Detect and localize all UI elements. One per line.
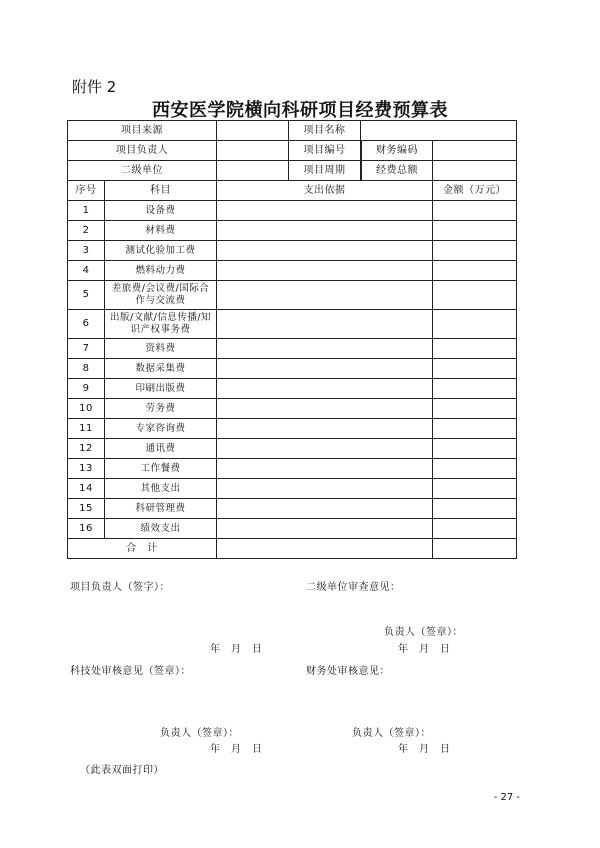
total-basis[interactable] xyxy=(217,539,433,559)
row-item-name: 工作餐费 xyxy=(105,459,217,479)
row-item-name: 设备费 xyxy=(105,201,217,221)
row-item-name: 劳务费 xyxy=(105,399,217,419)
secondary-unit-label: 二级单位 xyxy=(68,161,217,181)
finance-leader-signature-label: 负责人（签章）： xyxy=(352,728,431,739)
table-row xyxy=(68,379,517,399)
table-row xyxy=(68,261,517,281)
row-amount[interactable] xyxy=(433,519,517,539)
finance-office-review-label: 财务处审核意见： xyxy=(306,666,390,677)
page-number: - 27 - xyxy=(493,792,520,803)
table-row xyxy=(68,201,517,221)
row-amount[interactable] xyxy=(433,379,517,399)
table-row xyxy=(68,310,517,339)
project-number-label: 项目编号 xyxy=(289,141,361,161)
table-row xyxy=(68,281,517,310)
table-row xyxy=(68,221,517,241)
date-line-pi: 年 月 日 xyxy=(210,644,263,655)
row-item-name: 资料费 xyxy=(105,339,217,359)
total-funds-value[interactable] xyxy=(433,161,517,181)
total-label: 合 计 xyxy=(68,539,217,559)
page-title: 西安医学院横向科研项目经费预算表 xyxy=(152,100,448,121)
date-line-dept: 年 月 日 xyxy=(398,644,451,655)
row-item-name: 绩效支出 xyxy=(105,519,217,539)
col-header-item: 科目 xyxy=(105,181,217,201)
row-number: 15 xyxy=(68,499,105,519)
row-amount[interactable] xyxy=(433,499,517,519)
row-basis[interactable] xyxy=(217,499,433,519)
date-line-finance: 年 月 日 xyxy=(398,744,451,755)
row-amount[interactable] xyxy=(433,221,517,241)
header-row-leader xyxy=(68,141,517,161)
budget-table xyxy=(67,120,517,559)
row-basis[interactable] xyxy=(217,479,433,499)
row-basis[interactable] xyxy=(217,419,433,439)
row-number: 8 xyxy=(68,359,105,379)
row-item-name: 印刷出版费 xyxy=(105,379,217,399)
finance-code-value[interactable] xyxy=(433,141,517,161)
row-basis[interactable] xyxy=(217,359,433,379)
row-amount[interactable] xyxy=(433,201,517,221)
column-header-row xyxy=(68,181,517,201)
row-basis[interactable] xyxy=(217,379,433,399)
table-row xyxy=(68,459,517,479)
row-item-name: 专家咨询费 xyxy=(105,419,217,439)
row-amount[interactable] xyxy=(433,261,517,281)
row-number: 4 xyxy=(68,261,105,281)
total-funds-label: 经费总额 xyxy=(361,161,432,180)
row-amount[interactable] xyxy=(433,419,517,439)
row-number: 14 xyxy=(68,479,105,499)
period-total-cell xyxy=(361,161,433,181)
row-basis[interactable] xyxy=(217,221,433,241)
col-header-no: 序号 xyxy=(68,181,105,201)
row-amount[interactable] xyxy=(433,339,517,359)
sci-office-review-label: 科技处审核意见（签章）： xyxy=(70,666,191,677)
row-basis[interactable] xyxy=(217,459,433,479)
row-basis[interactable] xyxy=(217,261,433,281)
row-item-name: 测试化验加工费 xyxy=(105,241,217,261)
row-number: 12 xyxy=(68,439,105,459)
row-basis[interactable] xyxy=(217,439,433,459)
project-name-value[interactable] xyxy=(361,121,517,141)
row-item-name: 科研管理费 xyxy=(105,499,217,519)
row-item-name: 燃料动力费 xyxy=(105,261,217,281)
row-number: 13 xyxy=(68,459,105,479)
number-finance-cell xyxy=(361,141,433,161)
row-number: 11 xyxy=(68,419,105,439)
project-leader-value[interactable] xyxy=(217,141,289,161)
row-basis[interactable] xyxy=(217,201,433,221)
row-amount[interactable] xyxy=(433,310,517,339)
secondary-unit-value[interactable] xyxy=(217,161,289,181)
table-row xyxy=(68,339,517,359)
dept-leader-signature-label: 负责人（签章）： xyxy=(384,627,463,638)
row-number: 3 xyxy=(68,241,105,261)
row-amount[interactable] xyxy=(433,479,517,499)
row-basis[interactable] xyxy=(217,310,433,339)
project-source-label: 项目来源 xyxy=(68,121,217,141)
sci-leader-signature-label: 负责人（签章）： xyxy=(160,728,239,739)
row-amount[interactable] xyxy=(433,241,517,261)
project-leader-label: 项目负责人 xyxy=(68,141,217,161)
row-number: 6 xyxy=(68,310,105,339)
row-item-name: 通讯费 xyxy=(105,439,217,459)
col-header-amount: 金额（万元） xyxy=(433,181,517,201)
row-amount[interactable] xyxy=(433,359,517,379)
row-basis[interactable] xyxy=(217,241,433,261)
row-item-name: 出版/文献/信息传播/知识产权事务费 xyxy=(105,310,217,339)
date-line-sci: 年 月 日 xyxy=(210,744,263,755)
row-amount[interactable] xyxy=(433,459,517,479)
project-source-value[interactable] xyxy=(217,121,289,141)
row-basis[interactable] xyxy=(217,519,433,539)
project-period-label: 项目周期 xyxy=(289,161,361,181)
col-header-basis: 支出依据 xyxy=(217,181,433,201)
table-row xyxy=(68,439,517,459)
row-item-name: 数据采集费 xyxy=(105,359,217,379)
row-amount[interactable] xyxy=(433,439,517,459)
row-number: 9 xyxy=(68,379,105,399)
row-number: 5 xyxy=(68,281,105,310)
total-row xyxy=(68,539,517,559)
row-number: 1 xyxy=(68,201,105,221)
total-amount[interactable] xyxy=(433,539,517,559)
table-row xyxy=(68,419,517,439)
row-number: 10 xyxy=(68,399,105,419)
project-name-label: 项目名称 xyxy=(289,121,361,141)
header-row-unit xyxy=(68,161,517,181)
table-row xyxy=(68,499,517,519)
row-item-name: 其他支出 xyxy=(105,479,217,499)
print-note: （此表双面打印） xyxy=(80,765,164,776)
row-amount[interactable] xyxy=(433,281,517,310)
dept-review-label: 二级单位审查意见： xyxy=(306,582,401,593)
header-row-source xyxy=(68,121,517,141)
row-amount[interactable] xyxy=(433,399,517,419)
finance-code-label: 财务编码 xyxy=(361,141,432,160)
row-basis[interactable] xyxy=(217,339,433,359)
attachment-label: 附件 2 xyxy=(72,78,117,96)
pi-signature-label: 项目负责人（签字）： xyxy=(70,582,170,593)
row-item-name: 差旅费/会议费/国际合作与交流费 xyxy=(105,281,217,310)
row-number: 2 xyxy=(68,221,105,241)
table-row xyxy=(68,519,517,539)
table-row xyxy=(68,479,517,499)
row-number: 16 xyxy=(68,519,105,539)
table-row xyxy=(68,399,517,419)
table-row xyxy=(68,359,517,379)
row-number: 7 xyxy=(68,339,105,359)
row-basis[interactable] xyxy=(217,281,433,310)
row-basis[interactable] xyxy=(217,399,433,419)
row-item-name: 材料费 xyxy=(105,221,217,241)
table-row xyxy=(68,241,517,261)
